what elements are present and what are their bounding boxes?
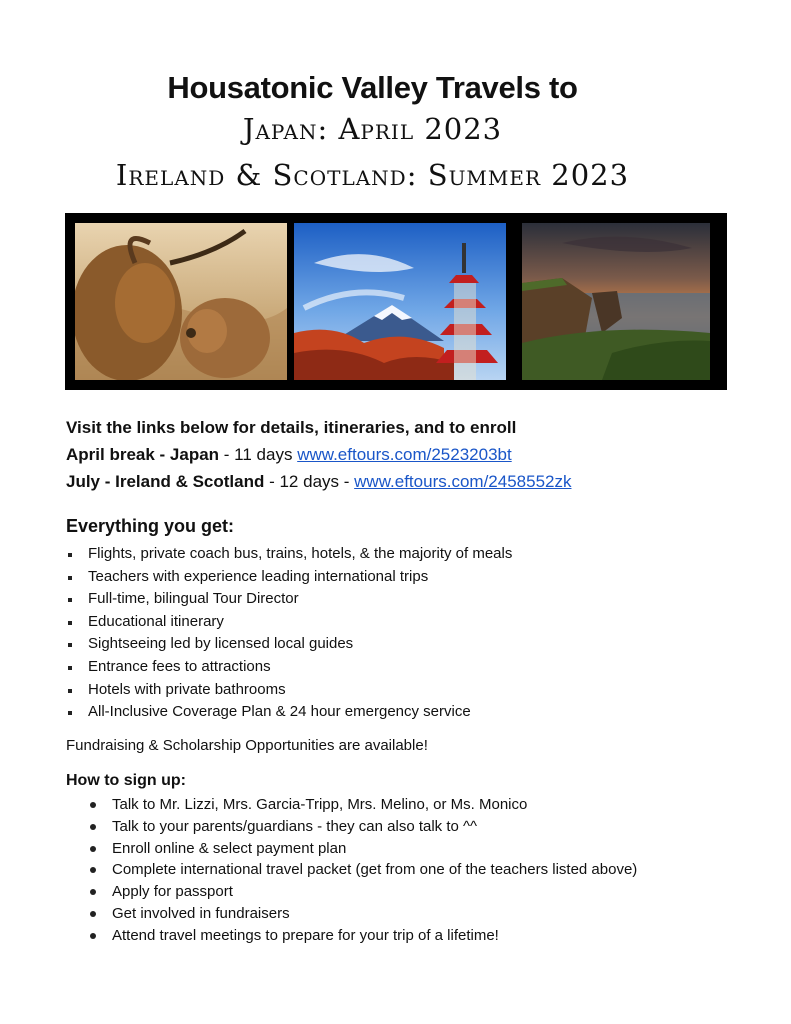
- ireland-scotland-trip-details: - 12 days -: [264, 472, 355, 491]
- list-item: Talk to your parents/guardians - they can also talk to ^^: [88, 816, 637, 838]
- page-title: Housatonic Valley Travels to: [167, 70, 578, 105]
- list-item: Sightseeing led by licensed local guides: [66, 633, 512, 656]
- list-item: Entrance fees to attractions: [66, 656, 512, 679]
- list-item: All-Inclusive Coverage Plan & 24 hour emergency service: [66, 701, 512, 724]
- japan-trip-link[interactable]: www.eftours.com/2523203bt: [297, 445, 512, 464]
- list-item: Complete international travel packet (get from one of the teachers listed above): [88, 859, 637, 881]
- benefits-list: [66, 543, 512, 724]
- ireland-scotland-trip-label: July - Ireland & Scotland: [66, 472, 265, 491]
- mount-fuji-pagoda-photo: [294, 223, 506, 380]
- ireland-scotland-trip-subtitle: Ireland & Scotland: Summer 2023: [115, 158, 630, 192]
- list-item: Get involved in fundraisers: [88, 903, 637, 925]
- signup-heading: How to sign up:: [66, 772, 186, 789]
- list-item: Attend travel meetings to prepare for your trip of a lifetime!: [88, 925, 637, 947]
- japan-trip-details: - 11 days: [219, 445, 298, 464]
- photo-strip: [65, 213, 727, 390]
- benefits-heading: Everything you get:: [66, 516, 235, 536]
- signup-steps-list: [88, 794, 637, 947]
- list-item: Full-time, bilingual Tour Director: [66, 588, 512, 611]
- ireland-scotland-trip-link[interactable]: www.eftours.com/2458552zk: [354, 472, 572, 491]
- highland-cattle-photo: [75, 223, 287, 380]
- cliffs-of-moher-photo: [522, 223, 710, 380]
- list-item: Talk to Mr. Lizzi, Mrs. Garcia-Tripp, Mrs. Melino, or Ms. Monico: [88, 794, 637, 816]
- japan-trip-label: April break - Japan: [66, 445, 220, 464]
- ireland-scotland-trip-line: [66, 468, 571, 495]
- links-heading: Visit the links below for details, itineraries, and to enroll: [66, 418, 517, 437]
- funding-note: Fundraising & Scholarship Opportunities are available!: [66, 737, 428, 754]
- list-item: Hotels with private bathrooms: [66, 679, 512, 702]
- list-item: Flights, private coach bus, trains, hotels, & the majority of meals: [66, 543, 512, 566]
- list-item: Enroll online & select payment plan: [88, 838, 637, 860]
- japan-trip-line: [66, 441, 571, 468]
- trip-links-section: [66, 414, 571, 495]
- list-item: Apply for passport: [88, 881, 637, 903]
- japan-trip-subtitle: Japan: April 2023: [242, 112, 503, 146]
- list-item: Educational itinerary: [66, 611, 512, 634]
- list-item: Teachers with experience leading international trips: [66, 566, 512, 589]
